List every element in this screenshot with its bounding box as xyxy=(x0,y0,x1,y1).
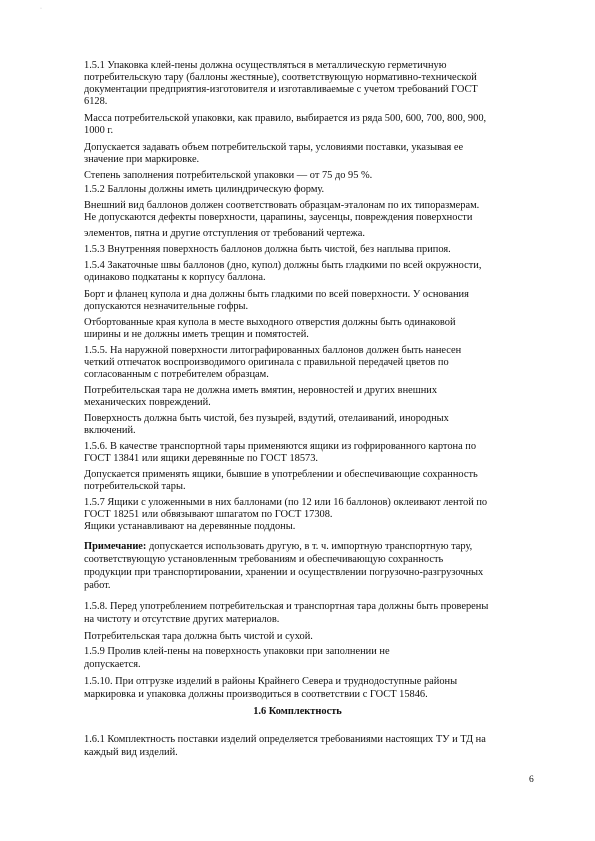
text-line: на чистоту и отсутствие других материалов. xyxy=(84,614,280,625)
text-line: потребительскую тару (баллоны жестяные), соответствующую нормативно-технической xyxy=(84,72,477,83)
scan-artifact: · xyxy=(40,6,42,12)
text-line: допускается. xyxy=(84,659,141,670)
text-line: Борт и фланец купола и дна должны быть гладкими по всей поверхности. У основания xyxy=(84,289,469,300)
text-line: 1.5.3 Внутренняя поверхность баллонов должна быть чистой, без наплыва припоя. xyxy=(84,244,451,255)
text-line: каждый вид изделий. xyxy=(84,747,178,758)
text-line: Потребительская тара должна быть чистой и сухой. xyxy=(84,631,313,642)
text-line: Не допускаются дефекты поверхности, царапины, заусенцы, повреждения поверхности xyxy=(84,212,473,223)
text-line: ширины и не должны иметь трещин и помятостей. xyxy=(84,329,309,340)
note-line: продукции при транспортировании, хранении и осуществлении погрузочно-разгрузочных xyxy=(84,567,484,578)
text-line: 1.6.1 Комплектность поставки изделий определяется требованиями настоящих ТУ и ТД на xyxy=(84,734,486,745)
text-line: 1.5.2 Баллоны должны иметь цилиндрическую форму. xyxy=(84,184,325,195)
text-line: 6128. xyxy=(84,96,108,107)
text-line: Допускается применять ящики, бывшие в употреблении и обеспечивающие сохранность xyxy=(84,469,478,480)
text-line: Допускается задавать объем потребительской тары, условиями поставки, указывая ее xyxy=(84,142,464,153)
text-line: 1.5.8. Перед употреблением потребительская и транспортная тара должны быть проверены xyxy=(84,601,489,612)
text-line: маркировка и упаковка должны производиться в соответствии с ГОСТ 15846. xyxy=(84,689,428,700)
note-label: Примечание: xyxy=(84,541,147,552)
text-line: Внешний вид баллонов должен соответствовать образцам-эталонам по их типоразмерам. xyxy=(84,200,480,211)
text-line: Степень заполнения потребительской упаковки — от 75 до 95 %. xyxy=(84,170,373,181)
page-number: 6 xyxy=(529,775,534,785)
note-line: работ. xyxy=(84,580,111,591)
text-line: Отбортованные края купола в месте выходного отверстия должны быть одинаковой xyxy=(84,317,456,328)
text-line: Масса потребительской упаковки, как правило, выбирается из ряда 500, 600, 700, 800, 900, xyxy=(84,113,487,124)
text-line: одинаково подкатаны к корпусу баллона. xyxy=(84,272,266,283)
text-line: 1000 г. xyxy=(84,125,114,136)
text-line: документации предприятия-изготовителя и изготавливаемые с учетом требований ГОСТ xyxy=(84,84,478,95)
text-line: Поверхность должна быть чистой, без пузырей, вздутий, отелаиваний, инородных xyxy=(84,413,449,424)
text-line: Ящики устанавливают на деревянные поддоны. xyxy=(84,521,296,532)
note-first-line-text: допускается использовать другую, в т. ч. импортную транспортную тару, xyxy=(146,541,473,552)
text-line: Потребительская тара не должна иметь вмятин, неровностей и других внешних xyxy=(84,385,438,396)
note-first-line xyxy=(84,541,472,553)
text-line: четкий отпечаток воспроизводимого оригинала с правильной передачей цветов по xyxy=(84,357,449,368)
text-line: включений. xyxy=(84,425,136,436)
text-line: элементов, пятна и другие отступления от требований чертежа. xyxy=(84,228,365,239)
text-line: согласованным с потребителем образцам. xyxy=(84,369,269,380)
text-line: ГОСТ 13841 или ящики деревянные по ГОСТ 18573. xyxy=(84,453,319,464)
text-line: 1.5.10. При отгрузке изделий в районы Крайнего Севера и труднодоступные районы xyxy=(84,676,458,687)
text-line: допускаются незначительные гофры. xyxy=(84,301,249,312)
text-line: 1.5.4 Закаточные швы баллонов (дно, купол) должны быть гладкими по всей окружности, xyxy=(84,260,482,271)
text-line: механических повреждений. xyxy=(84,397,211,408)
text-line: 1.5.5. На наружной поверхности литографированных баллонов должен быть нанесен xyxy=(84,345,462,356)
text-line: 1.5.7 Ящики с уложенными в них баллонами (по 12 или 16 баллонов) оклеивают лентой по xyxy=(84,497,488,508)
text-line: 1.5.6. В качестве транспортной тары применяются ящики из гофрированного картона по xyxy=(84,441,477,452)
text-line: значение при маркировке. xyxy=(84,154,200,165)
note-line: соответствующую установленным требованиям и обеспечивающую сохранность xyxy=(84,554,444,565)
text-line: 1.5.1 Упаковка клей-пены должна осуществляться в металлическую герметичную xyxy=(84,60,447,71)
text-line: ГОСТ 18251 или обвязывают шпагатом по ГОСТ 17308. xyxy=(84,509,333,520)
section-heading: 1.6 Комплектность xyxy=(253,706,342,717)
text-line: потребительской тары. xyxy=(84,481,186,492)
text-line: 1.5.9 Пролив клей-пены на поверхность упаковки при заполнении не xyxy=(84,646,390,657)
